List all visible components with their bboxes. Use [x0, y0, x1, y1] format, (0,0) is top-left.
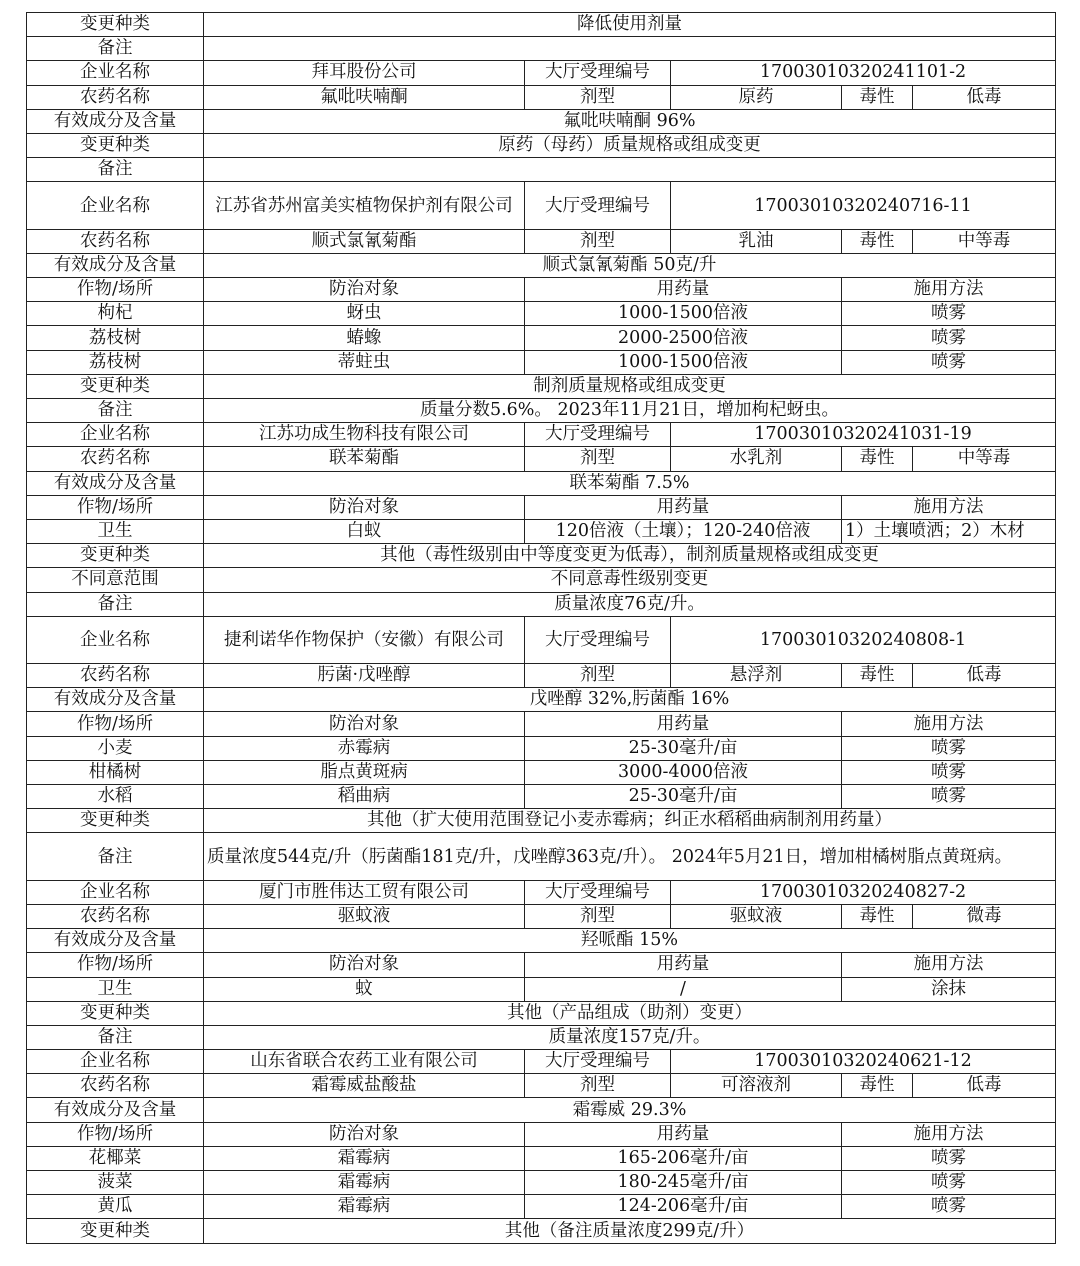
- table-row: [27, 1098, 1056, 1122]
- table-row: [27, 350, 1056, 374]
- method-value: 喷雾: [842, 350, 1056, 374]
- method-value: 喷雾: [842, 326, 1056, 350]
- label-hall-number: 大厅受理编号: [525, 880, 671, 904]
- label-hall-number: 大厅受理编号: [525, 423, 671, 447]
- toxicity-value: 中等毒: [913, 229, 1056, 253]
- company-value: 捷利诺华作物保护（安徽）有限公司: [204, 616, 525, 663]
- pesticide-value: 霜霉威盐酸盐: [204, 1074, 525, 1098]
- header-method: 施用方法: [842, 278, 1056, 302]
- formulation-value: 水乳剂: [671, 447, 842, 471]
- remark-value: 质量浓度157克/升。: [204, 1025, 1056, 1049]
- header-method: 施用方法: [842, 1122, 1056, 1146]
- table-row: [27, 302, 1056, 326]
- target-value: 蚊: [204, 977, 525, 1001]
- ingredients-value: 霜霉威 29.3%: [204, 1098, 1056, 1122]
- label-disagree-scope: 不同意范围: [27, 568, 204, 592]
- remark-value: [204, 37, 1056, 61]
- pesticide-value: 氟吡呋喃酮: [204, 85, 525, 109]
- label-toxicity: 毒性: [842, 85, 913, 109]
- label-formulation: 剂型: [525, 229, 671, 253]
- pesticide-value: 驱蚊液: [204, 904, 525, 928]
- ingredients-value: 联苯菊酯 7.5%: [204, 471, 1056, 495]
- change-type-value: 其他（毒性级别由中等度变更为低毒），制剂质量规格或组成变更: [204, 544, 1056, 568]
- label-remark: 备注: [27, 399, 204, 423]
- label-remark: 备注: [27, 592, 204, 616]
- method-value: 涂抹: [842, 977, 1056, 1001]
- label-toxicity: 毒性: [842, 229, 913, 253]
- remark-value: 质量分数5.6%。 2023年11月21日，增加枸杞蚜虫。: [204, 399, 1056, 423]
- label-hall-number: 大厅受理编号: [525, 61, 671, 85]
- table-row: [27, 736, 1056, 760]
- table-row: [27, 1146, 1056, 1170]
- crop-value: 荔枝树: [27, 350, 204, 374]
- label-toxicity: 毒性: [842, 447, 913, 471]
- label-hall-number: 大厅受理编号: [525, 182, 671, 229]
- table-row: [27, 229, 1056, 253]
- table-row: [27, 1122, 1056, 1146]
- label-ingredients: 有效成分及含量: [27, 929, 204, 953]
- pesticide-value: 联苯菊酯: [204, 447, 525, 471]
- label-formulation: 剂型: [525, 904, 671, 928]
- toxicity-value: 中等毒: [913, 447, 1056, 471]
- table-row: [27, 1219, 1056, 1243]
- table-row: [27, 785, 1056, 809]
- header-target: 防治对象: [204, 1122, 525, 1146]
- dosage-value: 165-206毫升/亩: [525, 1146, 842, 1170]
- table-row: [27, 471, 1056, 495]
- header-target: 防治对象: [204, 495, 525, 519]
- header-crop: 作物/场所: [27, 1122, 204, 1146]
- method-value: 1）土壤喷洒；2）木材: [842, 519, 1056, 543]
- header-crop: 作物/场所: [27, 278, 204, 302]
- dosage-value: 25-30毫升/亩: [525, 785, 842, 809]
- label-toxicity: 毒性: [842, 904, 913, 928]
- hall-number-value: 17003010320240808-1: [671, 616, 1056, 663]
- label-company: 企业名称: [27, 616, 204, 663]
- table-row: [27, 37, 1056, 61]
- label-remark: 备注: [27, 37, 204, 61]
- label-ingredients: 有效成分及含量: [27, 688, 204, 712]
- dosage-value: 124-206毫升/亩: [525, 1195, 842, 1219]
- dosage-value: 120倍液（土壤）；120-240倍液: [525, 519, 842, 543]
- crop-value: 枸杞: [27, 302, 204, 326]
- label-formulation: 剂型: [525, 1074, 671, 1098]
- label-company: 企业名称: [27, 61, 204, 85]
- crop-value: 卫生: [27, 519, 204, 543]
- label-ingredients: 有效成分及含量: [27, 471, 204, 495]
- label-pesticide: 农药名称: [27, 229, 204, 253]
- target-value: 稻曲病: [204, 785, 525, 809]
- dosage-value: 180-245毫升/亩: [525, 1171, 842, 1195]
- disagree-scope-value: 不同意毒性级别变更: [204, 568, 1056, 592]
- target-value: 脂点黄斑病: [204, 760, 525, 784]
- table-row: [27, 592, 1056, 616]
- table-row: [27, 568, 1056, 592]
- toxicity-value: 微毒: [913, 904, 1056, 928]
- registration-change-table: [26, 12, 1056, 1244]
- label-company: 企业名称: [27, 880, 204, 904]
- change-type-value: 其他（备注质量浓度299克/升）: [204, 1219, 1056, 1243]
- method-value: 喷雾: [842, 760, 1056, 784]
- dosage-value: 1000-1500倍液: [525, 350, 842, 374]
- table-row: [27, 953, 1056, 977]
- label-remark: 备注: [27, 158, 204, 182]
- change-type-value: 其他（产品组成（助剂）变更）: [204, 1001, 1056, 1025]
- remark-value: 质量浓度544克/升（肟菌酯181克/升，戊唑醇363克/升）。 2024年5月21日，增加柑橘树脂点黄斑病。: [204, 833, 1056, 880]
- label-change-type: 变更种类: [27, 809, 204, 833]
- dosage-value: 1000-1500倍液: [525, 302, 842, 326]
- table-row: [27, 1025, 1056, 1049]
- crop-value: 菠菜: [27, 1171, 204, 1195]
- label-remark: 备注: [27, 1025, 204, 1049]
- dosage-value: 3000-4000倍液: [525, 760, 842, 784]
- target-value: 蝽蟓: [204, 326, 525, 350]
- target-value: 赤霉病: [204, 736, 525, 760]
- label-company: 企业名称: [27, 1050, 204, 1074]
- table-row: [27, 1050, 1056, 1074]
- label-hall-number: 大厅受理编号: [525, 1050, 671, 1074]
- header-method: 施用方法: [842, 953, 1056, 977]
- label-hall-number: 大厅受理编号: [525, 616, 671, 663]
- table-row: [27, 374, 1056, 398]
- table-row: [27, 880, 1056, 904]
- table-row: [27, 399, 1056, 423]
- label-pesticide: 农药名称: [27, 904, 204, 928]
- table-row: [27, 158, 1056, 182]
- table-row: [27, 544, 1056, 568]
- toxicity-value: 低毒: [913, 1074, 1056, 1098]
- label-ingredients: 有效成分及含量: [27, 253, 204, 277]
- method-value: 喷雾: [842, 1146, 1056, 1170]
- header-dosage: 用药量: [525, 953, 842, 977]
- crop-value: 小麦: [27, 736, 204, 760]
- company-value: 拜耳股份公司: [204, 61, 525, 85]
- ingredients-value: 戊唑醇 32%,肟菌酯 16%: [204, 688, 1056, 712]
- ingredients-value: 氟吡呋喃酮 96%: [204, 109, 1056, 133]
- target-value: 霜霉病: [204, 1171, 525, 1195]
- header-method: 施用方法: [842, 712, 1056, 736]
- crop-value: 黄瓜: [27, 1195, 204, 1219]
- header-dosage: 用药量: [525, 712, 842, 736]
- table-row: [27, 809, 1056, 833]
- table-row: [27, 278, 1056, 302]
- method-value: 喷雾: [842, 302, 1056, 326]
- table-row: [27, 423, 1056, 447]
- toxicity-value: 低毒: [913, 85, 1056, 109]
- target-value: 霜霉病: [204, 1146, 525, 1170]
- table-row: [27, 253, 1056, 277]
- hall-number-value: 17003010320240621-12: [671, 1050, 1056, 1074]
- method-value: 喷雾: [842, 1171, 1056, 1195]
- dosage-value: 2000-2500倍液: [525, 326, 842, 350]
- toxicity-value: 低毒: [913, 664, 1056, 688]
- table-row: [27, 495, 1056, 519]
- label-formulation: 剂型: [525, 447, 671, 471]
- method-value: 喷雾: [842, 1195, 1056, 1219]
- label-change-type: 变更种类: [27, 13, 204, 37]
- hall-number-value: 17003010320240827-2: [671, 880, 1056, 904]
- header-dosage: 用药量: [525, 1122, 842, 1146]
- table-row: [27, 109, 1056, 133]
- table-row: [27, 977, 1056, 1001]
- pesticide-value: 顺式氯氰菊酯: [204, 229, 525, 253]
- table-row: [27, 1195, 1056, 1219]
- formulation-value: 乳油: [671, 229, 842, 253]
- dosage-value: /: [525, 977, 842, 1001]
- ingredients-value: 顺式氯氰菊酯 50克/升: [204, 253, 1056, 277]
- label-change-type: 变更种类: [27, 374, 204, 398]
- header-dosage: 用药量: [525, 495, 842, 519]
- table-row: [27, 929, 1056, 953]
- header-method: 施用方法: [842, 495, 1056, 519]
- header-crop: 作物/场所: [27, 495, 204, 519]
- pesticide-value: 肟菌·戊唑醇: [204, 664, 525, 688]
- label-formulation: 剂型: [525, 85, 671, 109]
- company-value: 江苏省苏州富美实植物保护剂有限公司: [204, 182, 525, 229]
- change-type-value: 原药（母药）质量规格或组成变更: [204, 133, 1056, 157]
- label-company: 企业名称: [27, 182, 204, 229]
- target-value: 霜霉病: [204, 1195, 525, 1219]
- formulation-value: 原药: [671, 85, 842, 109]
- table-row: [27, 133, 1056, 157]
- company-value: 厦门市胜伟达工贸有限公司: [204, 880, 525, 904]
- label-change-type: 变更种类: [27, 1219, 204, 1243]
- label-ingredients: 有效成分及含量: [27, 1098, 204, 1122]
- crop-value: 水稻: [27, 785, 204, 809]
- hall-number-value: 17003010320241101-2: [671, 61, 1056, 85]
- table-row: [27, 326, 1056, 350]
- header-crop: 作物/场所: [27, 953, 204, 977]
- table-row: [27, 447, 1056, 471]
- label-ingredients: 有效成分及含量: [27, 109, 204, 133]
- label-pesticide: 农药名称: [27, 1074, 204, 1098]
- label-change-type: 变更种类: [27, 1001, 204, 1025]
- table-row: [27, 85, 1056, 109]
- label-company: 企业名称: [27, 423, 204, 447]
- hall-number-value: 17003010320240716-11: [671, 182, 1056, 229]
- change-type-value: 降低使用剂量: [204, 13, 1056, 37]
- formulation-value: 悬浮剂: [671, 664, 842, 688]
- method-value: 喷雾: [842, 785, 1056, 809]
- table-row: [27, 664, 1056, 688]
- label-pesticide: 农药名称: [27, 664, 204, 688]
- table-row: [27, 904, 1056, 928]
- crop-value: 荔枝树: [27, 326, 204, 350]
- remark-value: 质量浓度76克/升。: [204, 592, 1056, 616]
- header-target: 防治对象: [204, 278, 525, 302]
- table-row: [27, 182, 1056, 229]
- label-formulation: 剂型: [525, 664, 671, 688]
- label-remark: 备注: [27, 833, 204, 880]
- table-row: [27, 1074, 1056, 1098]
- remark-value: [204, 158, 1056, 182]
- table-row: [27, 616, 1056, 663]
- header-target: 防治对象: [204, 712, 525, 736]
- crop-value: 卫生: [27, 977, 204, 1001]
- change-type-value: 其他（扩大使用范围登记小麦赤霉病；纠正水稻稻曲病制剂用药量）: [204, 809, 1056, 833]
- method-value: 喷雾: [842, 736, 1056, 760]
- label-toxicity: 毒性: [842, 1074, 913, 1098]
- target-value: 白蚁: [204, 519, 525, 543]
- label-change-type: 变更种类: [27, 544, 204, 568]
- table-row: [27, 61, 1056, 85]
- table-row: [27, 1001, 1056, 1025]
- table-row: [27, 833, 1056, 880]
- table-row: [27, 760, 1056, 784]
- target-value: 蒂蛀虫: [204, 350, 525, 374]
- formulation-value: 驱蚊液: [671, 904, 842, 928]
- dosage-value: 25-30毫升/亩: [525, 736, 842, 760]
- table-row: [27, 1171, 1056, 1195]
- company-value: 山东省联合农药工业有限公司: [204, 1050, 525, 1074]
- ingredients-value: 羟哌酯 15%: [204, 929, 1056, 953]
- header-crop: 作物/场所: [27, 712, 204, 736]
- target-value: 蚜虫: [204, 302, 525, 326]
- hall-number-value: 17003010320241031-19: [671, 423, 1056, 447]
- table-row: [27, 13, 1056, 37]
- header-target: 防治对象: [204, 953, 525, 977]
- label-pesticide: 农药名称: [27, 447, 204, 471]
- formulation-value: 可溶液剂: [671, 1074, 842, 1098]
- change-type-value: 制剂质量规格或组成变更: [204, 374, 1056, 398]
- label-change-type: 变更种类: [27, 133, 204, 157]
- crop-value: 花椰菜: [27, 1146, 204, 1170]
- table-row: [27, 688, 1056, 712]
- table-row: [27, 519, 1056, 543]
- header-dosage: 用药量: [525, 278, 842, 302]
- crop-value: 柑橘树: [27, 760, 204, 784]
- table-row: [27, 712, 1056, 736]
- label-pesticide: 农药名称: [27, 85, 204, 109]
- company-value: 江苏功成生物科技有限公司: [204, 423, 525, 447]
- label-toxicity: 毒性: [842, 664, 913, 688]
